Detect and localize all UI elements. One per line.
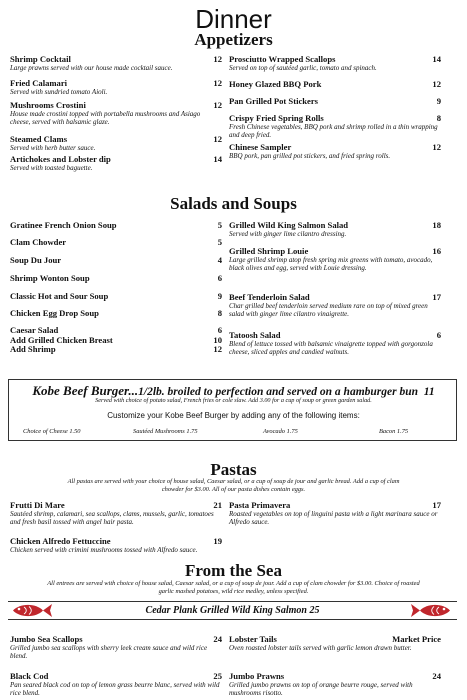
menu-item-price: 5	[217, 237, 222, 247]
menu-item-description: Large grilled shrimp atop fresh spring mix greens with tomato, avocado, black olives and egg, served with Louie dressing.	[229, 256, 433, 273]
menu-item-description: Fresh Chinese vegetables, BBQ pork and shrimp rolled in a thin wrapping and deep fried.	[229, 123, 438, 140]
menu-item-price: 10	[213, 335, 222, 345]
kobe-option: Sautéed Mushrooms 1.75	[133, 428, 198, 435]
menu-item-name: Black Cod	[10, 671, 49, 681]
menu-item-price: 25	[213, 671, 222, 681]
menu-item-description: Grilled jumbo sea scallops with sherry leek cream sauce and wild rice blend.	[10, 644, 208, 661]
menu-item-name: Honey Glazed BBQ Pork	[229, 79, 322, 89]
menu-item-name: Fried Calamari	[10, 78, 68, 88]
pastas-note: All pastas are served with your choice of house salad, Caesar salad, or a cup of soup de jour and garlic bread. Add a cup of clam chowder for $3.00. All of our pasta dishes contain eggs.	[67, 478, 400, 493]
menu-item	[10, 500, 222, 526]
menu-item	[10, 273, 222, 283]
menu-item-description: Served with herb butter sauce.	[10, 144, 96, 152]
menu-item-price: 5	[217, 220, 222, 230]
menu-item	[10, 634, 222, 660]
menu-item-price: 16	[432, 246, 441, 256]
menu-item-price: 24	[213, 634, 222, 644]
menu-item-price: 8	[217, 308, 222, 318]
menu-item-name: Caesar Salad	[10, 325, 59, 335]
menu-item	[229, 330, 441, 356]
menu-item-name: Jumbo Prawns	[229, 671, 285, 681]
menu-item-price: 17	[432, 500, 441, 510]
menu-item	[10, 536, 222, 554]
section-from-the-sea: From the Sea	[185, 561, 282, 580]
menu-item-price: 12	[213, 78, 222, 88]
menu-item	[229, 96, 441, 106]
fish-icon	[409, 602, 453, 619]
menu-item-price: 12	[213, 134, 222, 144]
menu-item-name: Clam Chowder	[10, 237, 67, 247]
menu-item-description: Sautéed shrimp, calamari, sea scallops, clams, mussels, garlic, tomatoes and fresh basil tossed with angel hair pasta.	[10, 510, 214, 527]
cedar-plank-band	[8, 601, 457, 620]
menu-item-name: Chicken Alfredo Fettuccine	[10, 536, 111, 546]
kobe-option: Avocado 1.75	[263, 428, 298, 435]
menu-item-description: Served with sundried tomato Aioli.	[10, 88, 108, 96]
kobe-customize: Customize your Kobe Beef Burger by adding any of the following items:	[107, 411, 360, 420]
kobe-option: Choice of Cheese 1.50	[23, 428, 81, 435]
menu-item-price: 14	[432, 54, 441, 64]
menu-item-price: 6	[217, 273, 222, 283]
menu-item	[10, 325, 222, 335]
menu-item-price: 24	[432, 671, 441, 681]
menu-item	[10, 78, 222, 96]
menu-item-description: Char grilled beef tenderloin served medium rare on top of mixed green salad with ginger lime cilantro vinaigrette.	[229, 302, 428, 319]
menu-item-price: 12	[432, 79, 441, 89]
menu-item	[10, 54, 222, 72]
menu-item	[229, 671, 441, 697]
menu-item-price: 6	[217, 325, 222, 335]
menu-item-price: 19	[213, 536, 222, 546]
menu-item-description: House made crostini topped with portabella mushrooms and Asiago cheese, served with balsamic glaze.	[10, 110, 201, 127]
menu-item	[10, 100, 222, 126]
menu-item-price: 12	[213, 54, 222, 64]
menu-item-name: Chicken Egg Drop Soup	[10, 308, 99, 318]
menu-item-price: 14	[213, 154, 222, 164]
menu-item-name: Grilled Wild King Salmon Salad	[229, 220, 349, 230]
menu-item-name: Frutti Di Mare	[10, 500, 65, 510]
section-appetizers: Appetizers	[194, 30, 273, 49]
menu-item-name: Grilled Shrimp Louie	[229, 246, 309, 256]
menu-item	[10, 237, 222, 247]
menu-item-name: Classic Hot and Sour Soup	[10, 291, 109, 301]
menu-item-name: Artichokes and Lobster dip	[10, 154, 111, 164]
sea-note: All entrees are served with choice of house salad, Caesar salad, or a cup of soup de jour. Add a cup of clam chowder for $3.00. Choice of roasted garlic mashed potatoes, wild rice medley, unless specified.	[47, 580, 420, 595]
menu-item	[229, 79, 441, 89]
menu-item-price: 21	[213, 500, 222, 510]
menu-item-name: Soup Du Jour	[10, 255, 62, 265]
menu-item-price: 6	[436, 330, 441, 340]
menu-item	[10, 308, 222, 318]
menu-item	[229, 246, 441, 272]
menu-item-name: Steamed Clams	[10, 134, 68, 144]
menu-item	[229, 113, 441, 139]
menu-item	[10, 671, 222, 697]
menu-item-description: BBQ pork, pan grilled pot stickers, and fried spring rolls.	[229, 152, 391, 160]
menu-item-name: Pasta Primavera	[229, 500, 291, 510]
menu-item-name: Shrimp Cocktail	[10, 54, 71, 64]
menu-item	[229, 634, 441, 652]
menu-item	[229, 292, 441, 318]
kobe-option: Bacon 1.75	[379, 428, 409, 435]
menu-item-name: Pan Grilled Pot Stickers	[229, 96, 319, 106]
menu-item-price: Market Price	[392, 634, 441, 644]
menu-item-price: 8	[436, 113, 441, 123]
menu-item-name: Chinese Sampler	[229, 142, 292, 152]
menu-item-description: Roasted vegetables on top of linguini pasta with a light marinara sauce or Alfredo sauce.	[229, 510, 438, 527]
menu-item	[10, 134, 222, 152]
menu-item-description: Served with toasted baguette.	[10, 164, 93, 172]
page-title: Dinner	[195, 4, 272, 34]
menu-item-description: Blend of lettuce tossed with balsamic vinaigrette topped with gorgonzola cheese, sliced apples and candied walnuts.	[229, 340, 433, 357]
menu-item	[229, 54, 441, 72]
menu-item-name: Jumbo Sea Scallops	[10, 634, 83, 644]
menu-item-price: 12	[432, 142, 441, 152]
section-pastas: Pastas	[210, 460, 257, 479]
menu-item-description: Chicken served with crimini mushrooms tossed with Alfredo sauce.	[10, 546, 198, 554]
menu-item-name: Mushrooms Crostini	[10, 100, 86, 110]
menu-item-price: 18	[432, 220, 441, 230]
menu-item	[10, 255, 222, 265]
menu-item-price: 9	[436, 96, 441, 106]
menu-item-name: Shrimp Wonton Soup	[10, 273, 90, 283]
menu-item-name: Add Shrimp	[10, 344, 56, 354]
menu-item	[229, 500, 441, 526]
menu-item-price: 12	[213, 100, 222, 110]
menu-item-price: 9	[217, 291, 222, 301]
menu-item-description: Oven roasted lobster tails served with garlic lemon drawn butter.	[229, 644, 412, 652]
menu-item-name: Tatoosh Salad	[229, 330, 281, 340]
kobe-note: Served with choice of potato salad, French fries or cole slaw. Add 3.00 for a cup of soup or green garden salad.	[95, 397, 372, 404]
menu-item-name: Lobster Tails	[229, 634, 277, 644]
menu-item	[229, 220, 441, 238]
menu-item-description: Pan seared black cod on top of lemon grass beurre blanc, served with wild rice blend.	[10, 681, 220, 698]
menu-item	[10, 344, 222, 354]
menu-item-description: Served on top of sautéed garlic, tomato and spinach.	[229, 64, 377, 72]
menu-item-name: Add Grilled Chicken Breast	[10, 335, 113, 345]
menu-item-description: Large prawns served with our house made cocktail sauce.	[10, 64, 173, 72]
menu-item-name: Prosciutto Wrapped Scallops	[229, 54, 336, 64]
menu-item-name: Beef Tenderloin Salad	[229, 292, 310, 302]
menu-item	[10, 220, 222, 230]
kobe-burger-box	[8, 379, 457, 441]
menu-item-price: 4	[217, 255, 222, 265]
menu-item-description: Served with ginger lime cilantro dressing.	[229, 230, 347, 238]
menu-item-name: Crispy Fried Spring Rolls	[229, 113, 324, 123]
section-salads-soups: Salads and Soups	[170, 194, 297, 213]
menu-item-price: 12	[213, 344, 222, 354]
menu-item-description: Grilled jumbo prawns on top of orange beurre rouge, served with mushrooms risotto.	[229, 681, 413, 698]
menu-item-name: Gratinee French Onion Soup	[10, 220, 117, 230]
menu-item	[10, 291, 222, 301]
menu-item	[10, 154, 222, 172]
menu-item	[229, 142, 441, 160]
kobe-title: Kobe Beef Burger...1/2lb. broiled to perfection and served on a hamburger bun 11	[32, 383, 435, 398]
menu-item-price: 17	[432, 292, 441, 302]
cedar-plank-salmon: Cedar Plank Grilled Wild King Salmon 25	[145, 605, 320, 616]
